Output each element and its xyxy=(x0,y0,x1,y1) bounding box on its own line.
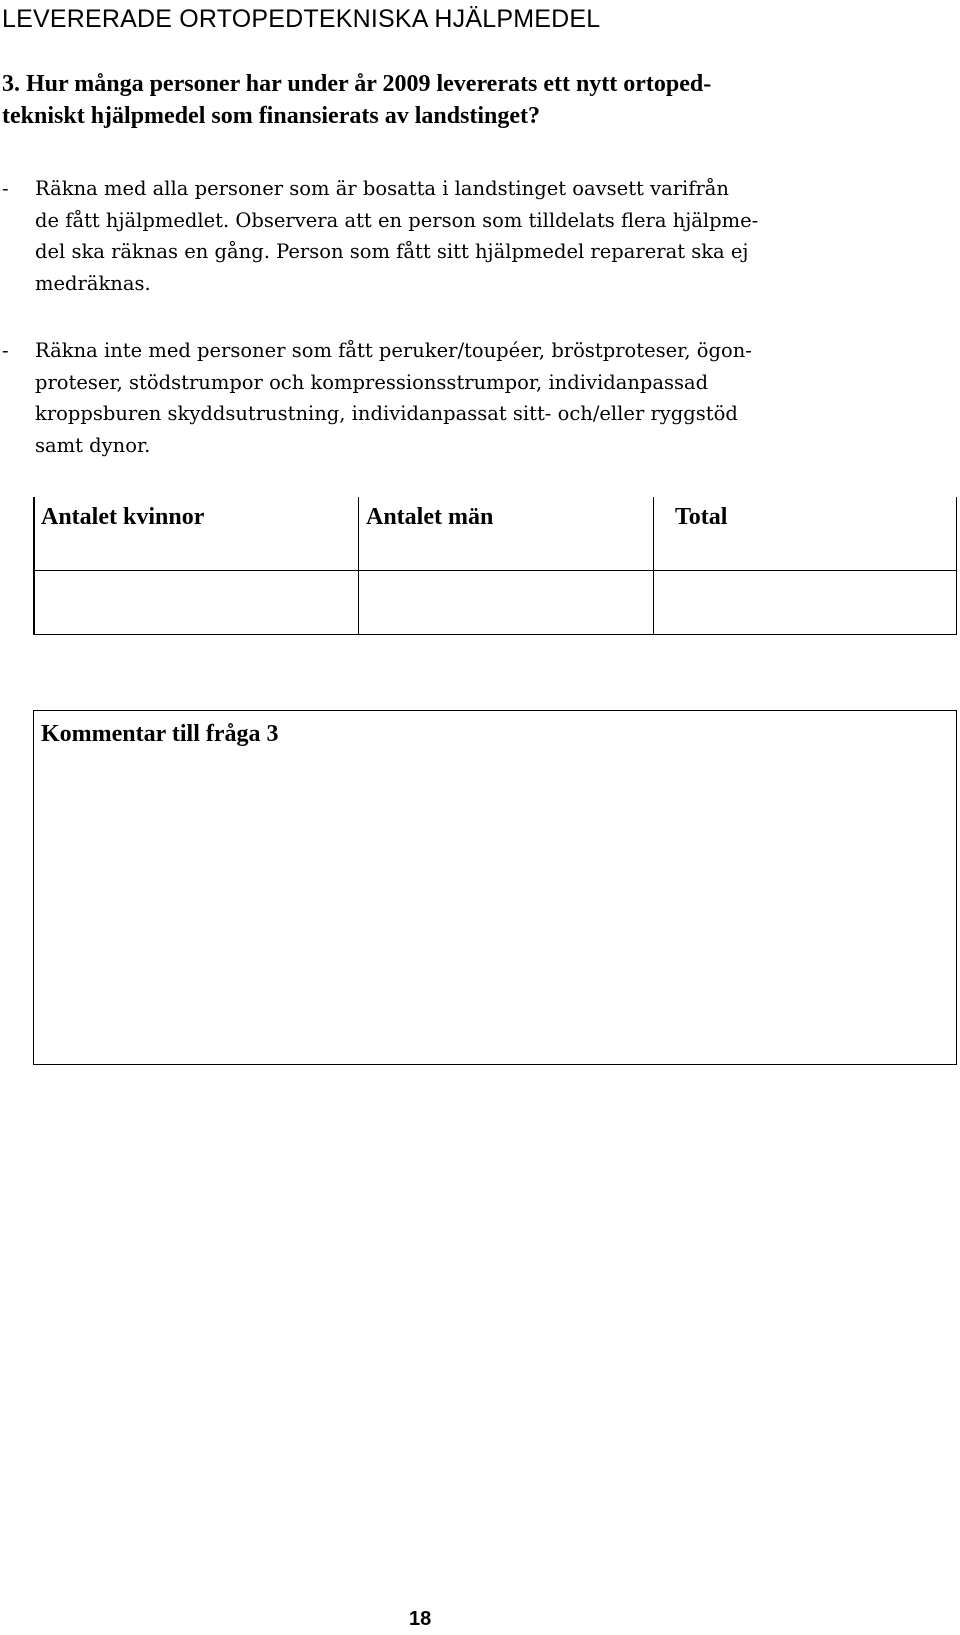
comment-box xyxy=(33,710,957,1065)
page-heading: LEVERERADE ORTOPEDTEKNISKA HJÄLPMEDEL xyxy=(2,5,601,33)
header-antalet-man: Antalet män xyxy=(366,504,494,530)
instruction-dash: - xyxy=(2,177,9,200)
comment-label: Kommentar till fråga 3 xyxy=(41,721,279,747)
answer-table xyxy=(33,497,957,635)
page-number: 18 xyxy=(409,1608,432,1630)
antalet-man-input[interactable] xyxy=(359,571,653,634)
header-total: Total xyxy=(675,504,728,530)
total-input[interactable] xyxy=(654,571,957,634)
instruction-exclude xyxy=(2,335,942,465)
header-antalet-kvinnor: Antalet kvinnor xyxy=(41,504,205,530)
instruction-exclude-text: Räkna inte med personer som fått peruker/toupéer, bröstproteser, ögon- proteser, stödstrumpor och kompressionsstrumpor, individanpassad kroppsburen skyddsutrustning, individanpassat sitt- och/eller ryggstöd samt dynor. xyxy=(35,339,752,457)
instruction-dash: - xyxy=(2,339,9,362)
antalet-kvinnor-input[interactable] xyxy=(35,571,358,634)
instruction-include-text: Räkna med alla personer som är bosatta i landstinget oavsett varifrån de fått hjälpmedlet. Observera att en person som tilldelats flera hjälpme- del ska räknas en gång. Person som fått sitt hjälpmedel reparerat ska ej medräknas. xyxy=(35,177,759,295)
instruction-include xyxy=(2,173,942,303)
question-3-text: 3. Hur många personer har under år 2009 levererats ett nytt ortoped- tekniskt hjälpmedel som finansierats av landstinget? xyxy=(2,71,712,129)
comment-input[interactable] xyxy=(34,755,956,1064)
